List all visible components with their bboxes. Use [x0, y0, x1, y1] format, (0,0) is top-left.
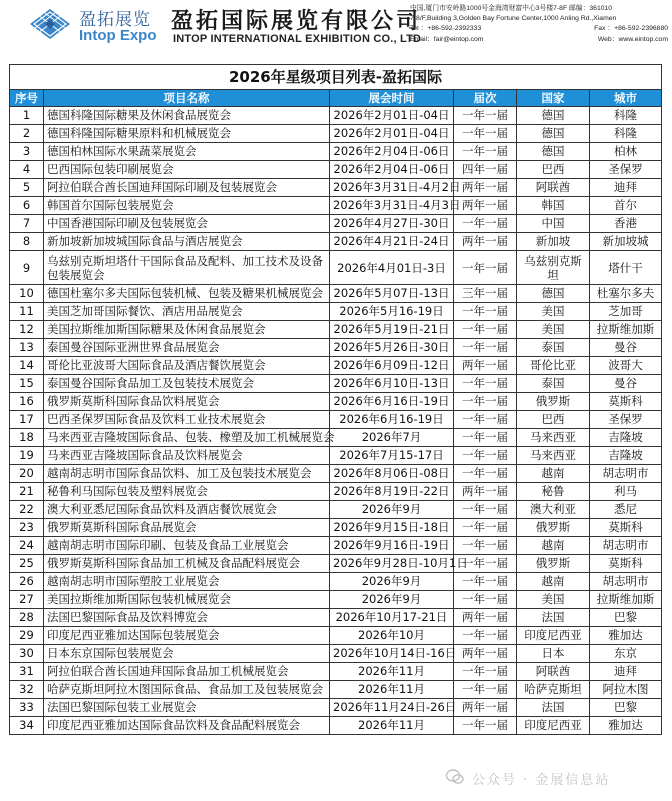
cell-country: 法国 — [517, 699, 590, 717]
cell-exhibition-time: 2026年3月31日-4月2日 — [330, 179, 454, 197]
cell-exhibition-time: 2026年4月21日-24日 — [330, 233, 454, 251]
table-row — [10, 161, 662, 179]
cell-session: 一年一届 — [454, 339, 517, 357]
table-row — [10, 411, 662, 429]
cell-country: 中国 — [517, 215, 590, 233]
cell-country: 越南 — [517, 465, 590, 483]
table-row — [10, 251, 662, 285]
cell-project-name: 印度尼西亚雅加达国际食品饮料及食品配料展览会 — [44, 717, 330, 735]
table-title: 2026年星级项目列表-盈拓国际 — [9, 64, 662, 89]
cell-city: 巴黎 — [590, 699, 662, 717]
cell-exhibition-time: 2026年4月27日-30日 — [330, 215, 454, 233]
cell-session: 一年一届 — [454, 519, 517, 537]
cell-exhibition-time: 2026年9月 — [330, 501, 454, 519]
table-row — [10, 393, 662, 411]
table-row — [10, 573, 662, 591]
cell-city: 芝加哥 — [590, 303, 662, 321]
company-name-chinese: 盈拓国际展览有限公司 — [171, 9, 422, 34]
cell-project-name: 越南胡志明市国际食品饮料、加工及包装技术展览会 — [44, 465, 330, 483]
cell-number: 18 — [10, 429, 44, 447]
cell-number: 1 — [10, 107, 44, 125]
cell-session: 一年一届 — [454, 501, 517, 519]
table-row — [10, 645, 662, 663]
cell-number: 16 — [10, 393, 44, 411]
cell-session: 两年一届 — [454, 483, 517, 501]
cell-city: 首尔 — [590, 197, 662, 215]
cell-project-name: 马来西亚吉隆坡国际食品、包装、橡塑及加工机械展览会 — [44, 429, 330, 447]
cell-number: 12 — [10, 321, 44, 339]
cell-session: 两年一届 — [454, 179, 517, 197]
cell-project-name: 韩国首尔国际包装展览会 — [44, 197, 330, 215]
cell-session: 两年一届 — [454, 233, 517, 251]
cell-session: 两年一届 — [454, 699, 517, 717]
cell-number: 22 — [10, 501, 44, 519]
cell-city: 雅加达 — [590, 717, 662, 735]
cell-session: 一年一届 — [454, 681, 517, 699]
table-row — [10, 591, 662, 609]
table-row — [10, 357, 662, 375]
cell-exhibition-time: 2026年2月04日-06日 — [330, 161, 454, 179]
cell-exhibition-time: 2026年7月 — [330, 429, 454, 447]
address-english: 7-8/F,Building 3,Golden Bay Fortune Center,1000 Anling Rd.,Xiamen — [410, 15, 617, 23]
cell-project-name: 美国芝加哥国际餐饮、酒店用品展览会 — [44, 303, 330, 321]
table-row — [10, 179, 662, 197]
cell-project-name: 秘鲁利马国际包装及塑料展览会 — [44, 483, 330, 501]
cell-exhibition-time: 2026年5月19日-21日 — [330, 321, 454, 339]
column-header-country: 国家 — [517, 90, 590, 107]
cell-exhibition-time: 2026年10月17-21日 — [330, 609, 454, 627]
cell-country: 法国 — [517, 609, 590, 627]
cell-exhibition-time: 2026年6月16日-19日 — [330, 393, 454, 411]
cell-session: 一年一届 — [454, 591, 517, 609]
fax-number: Fax ：+86-592-2396880 — [594, 25, 668, 33]
cell-project-name: 德国科隆国际糖果及休闲食品展览会 — [44, 107, 330, 125]
cell-number: 21 — [10, 483, 44, 501]
cell-session: 一年一届 — [454, 555, 517, 573]
cell-project-name: 法国巴黎国际食品及饮料博览会 — [44, 609, 330, 627]
table-row — [10, 537, 662, 555]
cell-country: 秘鲁 — [517, 483, 590, 501]
table-row — [10, 555, 662, 573]
table-row — [10, 627, 662, 645]
cell-project-name: 俄罗斯莫斯科国际食品饮料展览会 — [44, 393, 330, 411]
table-row — [10, 303, 662, 321]
cell-city: 吉隆坡 — [590, 429, 662, 447]
cell-number: 2 — [10, 125, 44, 143]
cell-project-name: 法国巴黎国际包装工业展览会 — [44, 699, 330, 717]
cell-session: 一年一届 — [454, 465, 517, 483]
cell-exhibition-time: 2026年11月 — [330, 717, 454, 735]
watermark — [446, 766, 666, 790]
cell-exhibition-time: 2026年5月26日-30日 — [330, 339, 454, 357]
cell-city: 波哥大 — [590, 357, 662, 375]
cell-session: 一年一届 — [454, 303, 517, 321]
cell-country: 德国 — [517, 285, 590, 303]
cell-city: 莫斯科 — [590, 555, 662, 573]
cell-exhibition-time: 2026年11月 — [330, 681, 454, 699]
column-header-number: 序号 — [10, 90, 44, 107]
cell-country: 韩国 — [517, 197, 590, 215]
cell-city: 悉尼 — [590, 501, 662, 519]
cell-number: 32 — [10, 681, 44, 699]
cell-city: 胡志明市 — [590, 573, 662, 591]
cell-session: 四年一届 — [454, 161, 517, 179]
cell-number: 28 — [10, 609, 44, 627]
cell-country: 哥伦比亚 — [517, 357, 590, 375]
column-header-exhibition-time: 展会时间 — [330, 90, 454, 107]
cell-exhibition-time: 2026年6月09日-12日 — [330, 357, 454, 375]
table-row — [10, 233, 662, 251]
cell-exhibition-time: 2026年3月31日-4月3日 — [330, 197, 454, 215]
cell-city: 圣保罗 — [590, 411, 662, 429]
cell-session: 一年一届 — [454, 447, 517, 465]
cell-country: 美国 — [517, 303, 590, 321]
cell-project-name: 德国科隆国际糖果原料和机械展览会 — [44, 125, 330, 143]
exhibition-table — [9, 64, 662, 735]
table-row — [10, 143, 662, 161]
logo-chinese-text: 盈拓展览 — [79, 10, 151, 30]
table-row — [10, 215, 662, 233]
cell-number: 17 — [10, 411, 44, 429]
cell-exhibition-time: 2026年2月04日-06日 — [330, 143, 454, 161]
column-header-session: 届次 — [454, 90, 517, 107]
watermark-text: 公众号 · 金展信息站 — [472, 773, 611, 788]
cell-number: 7 — [10, 215, 44, 233]
cell-country: 哈萨克斯坦 — [517, 681, 590, 699]
cell-session: 一年一届 — [454, 107, 517, 125]
cell-country: 泰国 — [517, 375, 590, 393]
cell-country: 德国 — [517, 143, 590, 161]
cell-project-name: 马来西亚吉隆坡国际食品及饮料展览会 — [44, 447, 330, 465]
letterhead — [0, 0, 672, 56]
cell-city: 曼谷 — [590, 339, 662, 357]
cell-project-name: 泰国曼谷国际食品加工及包装技术展览会 — [44, 375, 330, 393]
table-row — [10, 429, 662, 447]
cell-project-name: 阿拉伯联合酋长国迪拜国际食品加工机械展览会 — [44, 663, 330, 681]
cell-exhibition-time: 2026年11月 — [330, 663, 454, 681]
phone-number: Tel ：+86-592-2392333 — [410, 25, 482, 33]
cell-city: 巴黎 — [590, 609, 662, 627]
cell-project-name: 越南胡志明市国际印刷、包装及食品工业展览会 — [44, 537, 330, 555]
cell-session: 两年一届 — [454, 645, 517, 663]
cell-exhibition-time: 2026年6月10日-13日 — [330, 375, 454, 393]
cell-city: 新加坡城 — [590, 233, 662, 251]
cell-session: 一年一届 — [454, 627, 517, 645]
cell-exhibition-time: 2026年2月01日-04日 — [330, 107, 454, 125]
cell-exhibition-time: 2026年10月 — [330, 627, 454, 645]
cell-country: 新加坡 — [517, 233, 590, 251]
cell-number: 13 — [10, 339, 44, 357]
cell-country: 印度尼西亚 — [517, 627, 590, 645]
cell-city: 科隆 — [590, 107, 662, 125]
company-logo — [28, 4, 173, 48]
website-address: Web：www.eintop.com — [597, 35, 668, 43]
wechat-icon — [446, 769, 464, 785]
cell-project-name: 美国拉斯维加斯国际包装机械展览会 — [44, 591, 330, 609]
table-row — [10, 663, 662, 681]
cell-session: 两年一届 — [454, 197, 517, 215]
cell-number: 20 — [10, 465, 44, 483]
email-address: Email：fair@eintop.com — [410, 35, 484, 43]
cell-city: 拉斯维加斯 — [590, 321, 662, 339]
cell-country: 泰国 — [517, 339, 590, 357]
cell-city: 利马 — [590, 483, 662, 501]
cell-number: 3 — [10, 143, 44, 161]
cell-city: 吉隆坡 — [590, 447, 662, 465]
cell-session: 一年一届 — [454, 125, 517, 143]
cell-exhibition-time: 2026年2月01日-04日 — [330, 125, 454, 143]
cell-country: 越南 — [517, 573, 590, 591]
cell-number: 8 — [10, 233, 44, 251]
cell-city: 科隆 — [590, 125, 662, 143]
cell-number: 10 — [10, 285, 44, 303]
table-row — [10, 501, 662, 519]
cell-city: 阿拉木图 — [590, 681, 662, 699]
cell-country: 巴西 — [517, 161, 590, 179]
cell-city: 迪拜 — [590, 179, 662, 197]
cell-country: 美国 — [517, 321, 590, 339]
cell-number: 9 — [10, 251, 44, 285]
cell-number: 24 — [10, 537, 44, 555]
column-header-city: 城市 — [590, 90, 662, 107]
cell-number: 27 — [10, 591, 44, 609]
cell-number: 25 — [10, 555, 44, 573]
cell-number: 15 — [10, 375, 44, 393]
cell-city: 东京 — [590, 645, 662, 663]
cell-project-name: 德国杜塞尔多夫国际包装机械、包装及糖果机械展览会 — [44, 285, 330, 303]
cell-number: 23 — [10, 519, 44, 537]
table-row — [10, 375, 662, 393]
cell-country: 澳大利亚 — [517, 501, 590, 519]
cell-exhibition-time: 2026年8月19日-22日 — [330, 483, 454, 501]
address-chinese: 中国,厦门市安岭路1000号金海湾财富中心3号楼7-8F 邮编：361010 — [410, 5, 613, 12]
cell-session: 一年一届 — [454, 573, 517, 591]
cell-session: 一年一届 — [454, 717, 517, 735]
cell-country: 阿联酋 — [517, 663, 590, 681]
cell-number: 29 — [10, 627, 44, 645]
contact-block — [410, 4, 668, 45]
table-row — [10, 609, 662, 627]
cell-number: 31 — [10, 663, 44, 681]
cell-project-name: 阿拉伯联合酋长国迪拜国际印刷及包装展览会 — [44, 179, 330, 197]
cell-session: 一年一届 — [454, 321, 517, 339]
cell-project-name: 巴西国际包装印刷展览会 — [44, 161, 330, 179]
cell-exhibition-time: 2026年9月28日-10月1日 — [330, 555, 454, 573]
cell-exhibition-time: 2026年11月24日-26日 — [330, 699, 454, 717]
cell-exhibition-time: 2026年10月14日-16日 — [330, 645, 454, 663]
cell-city: 曼谷 — [590, 375, 662, 393]
cell-country: 德国 — [517, 107, 590, 125]
cell-project-name: 哥伦比亚波哥大国际食品及酒店餐饮展览会 — [44, 357, 330, 375]
cell-exhibition-time: 2026年8月06日-08日 — [330, 465, 454, 483]
cell-city: 胡志明市 — [590, 537, 662, 555]
cell-number: 33 — [10, 699, 44, 717]
company-name-english: INTOP INTERNATIONAL EXHIBITION CO., LTD — [173, 33, 422, 45]
cell-city: 胡志明市 — [590, 465, 662, 483]
cell-project-name: 新加坡新加坡城国际食品与酒店展览会 — [44, 233, 330, 251]
cell-project-name: 澳大利亚悉尼国际食品饮料及酒店餐饮展览会 — [44, 501, 330, 519]
table-row — [10, 447, 662, 465]
cell-session: 一年一届 — [454, 393, 517, 411]
cell-city: 雅加达 — [590, 627, 662, 645]
cell-country: 俄罗斯 — [517, 393, 590, 411]
cell-number: 6 — [10, 197, 44, 215]
table-row — [10, 681, 662, 699]
cell-session: 一年一届 — [454, 429, 517, 447]
cell-city: 香港 — [590, 215, 662, 233]
cell-country: 巴西 — [517, 411, 590, 429]
cell-session: 一年一届 — [454, 375, 517, 393]
table-row — [10, 125, 662, 143]
cell-number: 26 — [10, 573, 44, 591]
column-header-project-name: 项目名称 — [44, 90, 330, 107]
table-row — [10, 699, 662, 717]
table-row — [10, 321, 662, 339]
cell-project-name: 越南胡志明市国际塑胶工业展览会 — [44, 573, 330, 591]
table-row — [10, 339, 662, 357]
cell-session: 一年一届 — [454, 143, 517, 161]
cell-exhibition-time: 2026年5月07日-13日 — [330, 285, 454, 303]
cell-number: 4 — [10, 161, 44, 179]
table-row — [10, 197, 662, 215]
table-row — [10, 107, 662, 125]
cell-project-name: 德国柏林国际水果蔬菜展览会 — [44, 143, 330, 161]
cell-number: 11 — [10, 303, 44, 321]
cell-project-name: 俄罗斯莫斯科国际食品加工机械及食品配料展览会 — [44, 555, 330, 573]
cell-city: 杜塞尔多夫 — [590, 285, 662, 303]
cell-city: 莫斯科 — [590, 393, 662, 411]
cell-session: 三年一届 — [454, 285, 517, 303]
cell-project-name: 巴西圣保罗国际食品及饮料工业技术展览会 — [44, 411, 330, 429]
cell-number: 30 — [10, 645, 44, 663]
cell-country: 马来西亚 — [517, 447, 590, 465]
cell-project-name: 中国香港国际印刷及包装展览会 — [44, 215, 330, 233]
cell-country: 俄罗斯 — [517, 519, 590, 537]
cell-number: 34 — [10, 717, 44, 735]
cell-exhibition-time: 2026年9月16日-19日 — [330, 537, 454, 555]
cell-session: 一年一届 — [454, 663, 517, 681]
cell-country: 德国 — [517, 125, 590, 143]
table-row — [10, 465, 662, 483]
cell-project-name: 泰国曼谷国际亚洲世界食品展览会 — [44, 339, 330, 357]
cell-exhibition-time: 2026年9月 — [330, 591, 454, 609]
cell-session: 两年一届 — [454, 609, 517, 627]
cell-exhibition-time: 2026年9月15日-18日 — [330, 519, 454, 537]
cell-project-name: 印度尼西亚雅加达国际包装展览会 — [44, 627, 330, 645]
cell-country: 马来西亚 — [517, 429, 590, 447]
cell-project-name: 哈萨克斯坦阿拉木图国际食品、食品加工及包装展览会 — [44, 681, 330, 699]
cell-city: 迪拜 — [590, 663, 662, 681]
cell-exhibition-time: 2026年6月16-19日 — [330, 411, 454, 429]
logo-english-text: Intop Expo — [79, 27, 157, 44]
table-row — [10, 483, 662, 501]
cell-project-name: 俄罗斯莫斯科国际食品展览会 — [44, 519, 330, 537]
cell-country: 越南 — [517, 537, 590, 555]
table-row — [10, 519, 662, 537]
cell-city: 拉斯维加斯 — [590, 591, 662, 609]
cell-country: 美国 — [517, 591, 590, 609]
table-header-row — [10, 90, 662, 107]
cell-country: 日本 — [517, 645, 590, 663]
cell-session: 一年一届 — [454, 215, 517, 233]
cell-number: 5 — [10, 179, 44, 197]
table-row — [10, 285, 662, 303]
table-row — [10, 717, 662, 735]
cell-city: 莫斯科 — [590, 519, 662, 537]
cell-exhibition-time: 2026年4月01日-3日 — [330, 251, 454, 285]
logo-mark-icon — [28, 7, 72, 41]
cell-project-name: 日本东京国际包装展览会 — [44, 645, 330, 663]
cell-session: 一年一届 — [454, 411, 517, 429]
cell-session: 一年一届 — [454, 537, 517, 555]
cell-session: 两年一届 — [454, 357, 517, 375]
cell-city: 圣保罗 — [590, 161, 662, 179]
cell-city: 柏林 — [590, 143, 662, 161]
cell-exhibition-time: 2026年7月15-17日 — [330, 447, 454, 465]
cell-country: 印度尼西亚 — [517, 717, 590, 735]
cell-number: 19 — [10, 447, 44, 465]
cell-country: 阿联酋 — [517, 179, 590, 197]
table-body — [10, 107, 662, 735]
cell-country: 俄罗斯 — [517, 555, 590, 573]
cell-number: 14 — [10, 357, 44, 375]
cell-exhibition-time: 2026年5月16-19日 — [330, 303, 454, 321]
cell-project-name: 美国拉斯维加斯国际糖果及休闲食品展览会 — [44, 321, 330, 339]
cell-city: 塔什干 — [590, 251, 662, 285]
cell-country: 乌兹别克斯坦 — [517, 251, 590, 285]
cell-session: 一年一届 — [454, 251, 517, 285]
cell-project-name: 乌兹别克斯坦塔什干国际食品及配料、加工技术及设备包装展览会 — [44, 251, 330, 285]
cell-exhibition-time: 2026年9月 — [330, 573, 454, 591]
